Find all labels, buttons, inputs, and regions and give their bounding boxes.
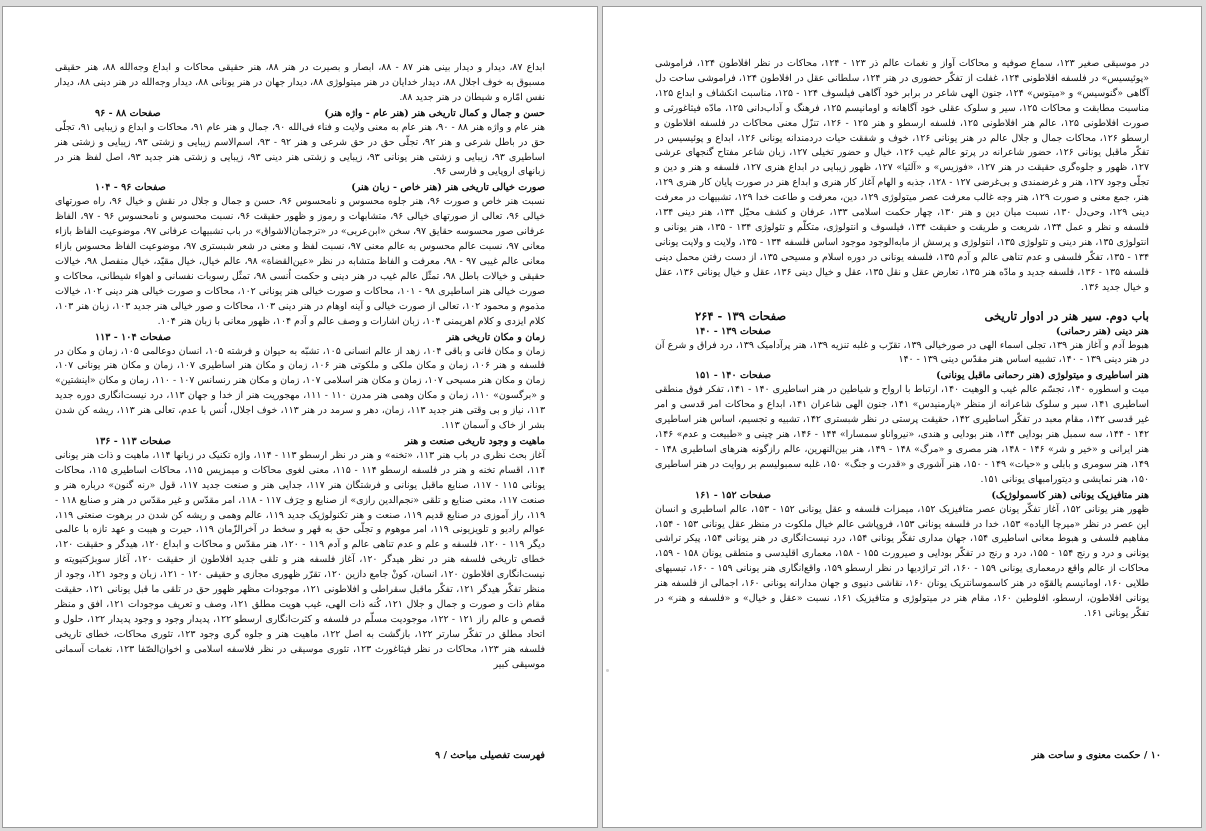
section-heading [55,435,545,449]
left-intro-paragraph: ابداع ۸۷، دیدار و دیدار بینی هنر ۸۷ - ۸۸، ابصار و بصیرت در هنر ۸۸، هنر حقیقی محاکات و ابداع وجه‌الله ۸۸، هنر حقیقی مسبوق به خوف اجلال ۸۸، دیدار خدایان در هنر میتولوژی ۸۸، دیدار جهان در هنر یونانی ۸۸، دیدار وجه‌الله در هنر دینی ۸۸، دیدار نفس امّاره و شیطان در هنر جدید ۸۸. [55,62,545,103]
section-title: صورت خیالی تاریخی هنر (هنر خاص - زبان هنر) [351,182,545,194]
section-pages: صفحات ۱۳۹ - ۱۴۰ [695,325,772,337]
section-body: نسبت هنر خاص و صورت ۹۶، هنر جلوه محسوس و نامحسوس ۹۶، حسن و جمال و جلال در نقش و خیال ۹۶، راه صورتهای خیالی ۹۶، تعالی از صورتهای خیالی ۹۶، متشابهات و رموز و ظهور حقیقت ۹۶، نسبت محسوس و نامحسوس ۹۶ - ۹۷، الفاظ عرفانی صور محسوسه حقایق ۹۷، سخن «ابن‌عربی» در «ترجمان‌الاشواق» در باب تشبیهات عرفانی ۹۷، موضوعیت الفاظ بازاء معانی ۹۷، نسبت عالم محسوس به عالم معنی ۹۷، نسبت لفظ و معنی در شعر شبستری ۹۷، موضوعیت الفاظ محسوس بازاء معانی عالم غیبی ۹۷ - ۹۸، معرفت و الفاظ متشابه در نظر «عین‌القضاة» ۹۸، عالم خیال، خیال مقیّد، خیال منفصل ۹۸، خیالات حقیقی و خیالات باطل ۹۸، تمثّل عالم غیب در هنر دینی و حکمت اُنسی ۹۸، تمثّل رسوبات نفسانی و اهواء شیطانی، محاکات و صورت خیالی هنر اساطیری ۹۸ - ۱۰۱، محاکات و صورت خیالی هنر یونانی ۱۰۲، محاکات و صورت خیالی هنر دینی ۱۰۲، خیالات مذموم و محمود ۱۰۲، تعالی از صورت خیالی و آینه اوهام در هنر دینی ۱۰۳، محاکات و صور خیالی هنر جدید ۱۰۳، زبان هنر ۱۰۳، کلام ایزدی و کلام اهریمنی ۱۰۴، زبان اشارات و وصف عالم و آدم ۱۰۴، ظهور معانی با زبان هنر ۱۰۴. [55,196,546,327]
section-title: زمان و مکان تاریخی هنر [446,331,545,343]
section-pages: صفحات ۱۵۲ - ۱۶۱ [695,489,772,501]
section-pages: صفحات ۸۸ - ۹۶ [95,107,161,119]
section-body: میت و اسطوره ۱۴۰، تجسّم عالم غیب و الوهیت ۱۴۰، ارتباط با ارواح و شیاطین در هنر اساطیری ۱۴۰ - ۱۴۱، تفکر فوق منطقی اساطیری ۱۴۱، سیر و سلوک شاعرانه از منظر «پارمنیدس» ۱۴۱، جنون الهی شاعران ۱۴۱، ابداع و محاکات امر قدسی و امر غیر قدسی ۱۴۲، مقام معبد در تفکّر اساطیری ۱۴۲، حقیقت پرستی در نظر شبستری ۱۴۲، تشبیه و تجسیم، اساس هنر اساطیری ۱۴۲ - ۱۴۴، سه سمبل هنر بودایی ۱۴۴، هنر بودایی و هندی، «نیرواناو سمسارا» ۱۴۴ - ۱۴۶، هنر چینی و «طبیعت و عدم» ۱۴۶، هنر ایرانی و «خیر و شر» ۱۴۶ - ۱۴۸، هنر مصری و «مرگ» ۱۴۸ - ۱۴۹، هنر بین‌النهرین، عالم رازگونه هنرهای اساطیری ۱۴۸ - ۱۴۹، هنر سومری و بابلی و «حیات» ۱۴۹ - ۱۵۰، هنر آشوری و «قدرت و جنگ» ۱۵۰، غلبه سمبولیسم بر روایت در هنر اساطیری ۱۵۰، هنر نمایشی و دیتورامبهای یونانی ۱۵۱. [655,384,1150,485]
section-heading [655,369,1149,383]
section-body: زمان و مکان فانی و باقی ۱۰۴، زهد از عالم انسانی ۱۰۵، تشبّه به حیوان و فرشته ۱۰۵، انسان دوعالمی ۱۰۵، زمان و مکان در فلسفه و هنر ۱۰۶، زمان و مکان ملکی و ملکوتی هنر ۱۰۶، زمان و مکان هنر اساطیری ۱۰۷، زمان و مکان هنر یونانی ۱۰۷، زمان و مکان هنر مسیحی ۱۰۷، زمان و مکان هنر اسلامی ۱۰۷، زمان و مکان هنر رنسانس ۱۰۷ - ۱۱۰، زمان و مکان «اینشتین» و «برگسون» ۱۱۰، زمان و مکان وهمی هنر مدرن ۱۱۰ - ۱۱۱، مهجوریت هنر از خدا و جهان ۱۱۳، درد نیست‌انگاری دوره جدید ۱۱۳، نیاز و بی وقتی هنر جدید ۱۱۳، زمان، دهر و سرمد در هنر ۱۱۳، خوف اجلال، اُنس با عدم، تعالی هنر ۱۱۳، ریشه کن شدن بشر از خاک و آسمان ۱۱۳. [55,345,546,432]
chapter-heading [655,308,1149,324]
section-title: هنر دینی (هنر رحمانی) [1055,325,1149,337]
section-pages: صفحات ۱۴۰ - ۱۵۱ [695,370,772,382]
chapter-title: باب دوم. سیر هنر در ادوار تاریخی [984,308,1149,323]
right-page [602,6,1202,828]
section-pages: صفحات ۱۰۴ - ۱۱۳ [95,331,172,343]
section-body: هبوط آدم و آغاز هنر ۱۳۹، تجلی اسماء الهی در صورخیالی ۱۳۹، تقرّب و غلبه تنزیه ۱۳۹، هنر پرآدامیک ۱۳۹، درد فراق و شرع آن در هنر دینی ۱۳۹ - ۱۴۰، تشبیه اساس هنر مقدّس دینی ۱۳۹ - ۱۴۰ [655,339,1149,366]
section-heading [55,331,545,345]
section-heading [55,107,545,121]
section-heading [655,489,1149,503]
section-body: آغاز بحث نظری در باب هنر ۱۱۳، «تخنه» و هنر در نظر ارسطو ۱۱۳ - ۱۱۴، واژه تکنیک در زبانها ۱۱۴، ماهیت و ذات هنر یونانی ۱۱۴، اقسام تخنه و هنر در فلسفه ارسطو ۱۱۴ - ۱۱۵، معنی لغوی محاکات و میمزیس ۱۱۵، محاکات اساطیری ۱۱۵، محاکات یونانی ۱۱۵ - ۱۱۷، صنایع ماقبل یونانی و فرشتگان هنر ۱۱۷، جدایی هنر و صنعت جدید ۱۱۷، قول «رنه گنون» درباره هنر و صنعت ۱۱۷، معنی صنایع و تلقی «نجم‌الدین رازی» از صنایع و حِرَف ۱۱۷ - ۱۱۸، امر مقدّس و غیر مقدّس در هنر و صنایع ۱۱۸ - ۱۱۹، راز آموزی در صنایع قدیم ۱۱۹، صنعت و هنر تکنولوژیک جدید ۱۱۹، عالم وهمی و ریشه کن شدن در برهوت صنعتی ۱۱۹، عوالم رادیو و تلویزیونی ۱۱۹، امر موهوم و تجلّی حق به قهر و سخط در آخرالزّمان ۱۱۹، حیرت و هیبت و عهد تازه با عالمی دیگر ۱۱۹ - ۱۲۰، فلسفه و علم و عدم تناهی عالم و آدم ۱۱۹ - ۱۲۰، هنر مقدّس و محاکات و ابداع ۱۲۰، هیدگر و حقیقت ۱۲۰، خطای تاریخی فلسفه هنر در نظر هیدگر ۱۲۰، آغاز فلسفه هنر و تلقی جدید افلاطون از حقیقت ۱۲۰، آغاز سوبژکتیویته و نیست‌انگاری افلاطون ۱۲۰، انسان، کونْ جامع دازین ۱۲۰، تقرّر ظهوری مجازی و حقیقی ۱۲۰ - ۱۲۱، زبان و وجود ۱۲۱، وجود از منظر تفکّر هیدگر ۱۲۱، تفکّر ماقبل سقراطی و افلاطونی ۱۲۱، موجودات مظهر ظهور حق در تلقی ما قبل یونانی ۱۲۱، حقیقت مقام ذات و صورت و جمال و جلال ۱۲۱، کُنه ذات الهی، غیب هویت مطلق ۱۲۱، وصف و تعریف موجودات ۱۲۱، افق و منظر قصص و عالم راز ۱۲۱ - ۱۲۲، موجودیت مسلّم در فلسفه و کثرت‌انگاری ارسطو ۱۲۲، پدیدار وجود و وجود پدیدار ۱۲۲، حلول و اتحاد مطلق در تفکّر سارتر ۱۲۲، بازگشت به اصل ۱۲۲، ماهیت هنر و جلوه گری وجود ۱۲۳، تئوری محاکات، خطای تاریخی فلسفه هنر ۱۲۳، محاکات در نظر فیثاغورث ۱۲۳، تئوری موسیقی در نظر فلاسفه اسلامی و اخوان‌الصّفا ۱۲۳، نغمات آسمانی موسیقی کبیر [55,449,546,670]
section-body: هنر عام و واژه هنر ۸۸ - ۹۰، هنر عام به معنی ولایت و فناء فی‌الله ۹۰، جمال و هنر عام ۹۱، محاکات و ابداع و زیبایی ۹۱، تجلّی حق در باطل شرعی و هنر ۹۲، تجلّی حق در حق شرعی و هنر ۹۲ - ۹۳، اسم‌الاسم زیبایی و زشتی ۹۳، زیبایی و زشتی هنر اساطیری ۹۳، زیبایی و زشتی هنر یونانی ۹۳، زیبایی و زشتی هنر دینی ۹۳، زیبایی و زشتی هنر جدید ۹۳، اصل لفظ هنر در زبانهای اروپایی و فارسی ۹۶. [55,121,545,178]
section-title: هنر متافیزیک یونانی (هنر کاسمولوژیک) [991,489,1149,501]
left-page [2,6,598,828]
page-edge-mark [606,669,609,672]
page-footer: فهرست تفصیلی مباحث / ۹ [435,750,545,761]
chapter-pages: صفحات ۱۳۹ - ۲۶۴ [695,308,787,323]
right-page-content [655,57,1149,622]
section-heading [655,325,1149,339]
section-pages: صفحات ۹۶ - ۱۰۴ [95,182,166,194]
section-heading [55,181,545,195]
section-title: حسن و جمال و کمال تاریخی هنر (هنر عام - واژه هنر) [324,107,545,119]
section-title: ماهیت و وجود تاریخی صنعت و هنر [405,435,545,447]
page-footer: ۱۰ / حکمت معنوی و ساحت هنر [1031,750,1161,761]
section-title: هنر اساطیری و میتولوژی (هنر رحمانی ماقبل یونانی) [936,370,1149,382]
left-page-content [55,61,545,673]
section-body: ظهور هنر یونانی ۱۵۲، آغاز تفکّر یونان عصر متافیزیک ۱۵۲، میمزات فلسفه و عقل یونانی ۱۵۲ - ۱۵۳، عالم اساطیری و انسان این عصر در نظر «میرچا الیاده» ۱۵۳، خدا در فلسفه یونانی ۱۵۳، فروپاشی عالم خیال ملکوت در منظر عقل یونانی ۱۵۳ - ۱۵۴، مفاهیم فلسفی و هبوط معانی اساطیری ۱۵۴، جهان مداری تفکّر یونانی ۱۵۴، درد نیست‌انگاری در هنر یونانی ۱۵۴، پیکر تراشی یونانی و درد و رنج ۱۵۴ - ۱۵۵، درد و رنج در تفکّر بودایی و صیرورت ۱۵۵ - ۱۵۸، معماری اقلیدسی و منطقی یونان ۱۵۸ - ۱۵۹، محاکات از عالم واقع درمعماری یونانی ۱۵۹ - ۱۶۰، اثر تراژدیها در نظر ارسطو ۱۵۹، واقع‌انگاری هنر یونانی ۱۵۹ - ۱۶۰، تبسیهای طلایی ۱۶۰، اومانیسم یالقوّه در هنر کاسموسانتریک یونان ۱۶۰، نقاشی دنیوی و جهان مدارانه یونانی ۱۶۰، اجمالی از فلسفه هنر یونانی افلاطون، ارسطو، افلوطین ۱۶۰، مقام هنر در میتولوژی و متافیزیک ۱۶۱، نسبت «عقل و خیال» و «فلسفه و هنر» در تفکّر یونانی ۱۶۱. [655,503,1149,619]
section-pages: صفحات ۱۱۳ - ۱۳۶ [95,435,172,447]
right-intro-paragraph: در موسیقی صغیر ۱۲۳، سماع صوفیه و محاکات آواز و نغمات عالم ذر ۱۲۳ - ۱۲۴، محاکات در نظر افلاطون ۱۲۴، فراموشی «پوئیسیس» در فلسفه افلاطونی ۱۲۴، غفلت از تفکّر حضوری در هنر ۱۲۴، سلطانی عقل در افلاطون ۱۲۴، فراموشی ساحت دل آگاهی «گنوسیس» و «میتوس» ۱۲۴، جنون الهی شاعر در برابر خود آگاهی فیلسوف ۱۲۴ - ۱۲۵، مناسبت انکشاف و ابداع ۱۲۵، مناسبت مطابقت و محاکات ۱۲۵، سیر و سلوک عقلی خود آگاهانه و اومانیسم ۱۲۵، فرهنگ و آداب‌دانی ۱۲۵، مادّه فیثاغورثی و صورت افلاطونی ۱۲۵، عالم هنر افلاطونی ۱۲۵، فلسفه ارسطو و هنر ۱۲۵ - ۱۲۶، تنزّل معنی محاکات در فلسفه افلاطون و ارسطو ۱۲۶، محاکات جمال و جلال عالم در هنر یونانی ۱۲۶، خوف و شفقت حیات دردمندانه یونانی ۱۲۶، ابداع و پوئیسیس در تفکّر ماقبل یونانی ۱۲۶، حضور شاعرانه در پرتو عالم غیب ۱۲۶، خیال و حضور تخیلی ۱۲۷، زبان شاعر مفتاح گنجهای عرشی ۱۲۷، ظهور و جلوه‌گری حقیقت در هنر ۱۲۷، «فوزیس» و «آلثیا» ۱۲۷، ظهور زیبایی در ابداع هنری ۱۲۷، فلسفه و هنر و دین و تجلّی وجود ۱۲۷، هنر و غرضمندی و بی‌غرضی ۱۲۷ - ۱۲۸، جذبه و الهام آغاز کار هنری و ابداع هنر در صورت پایان کار هنری ۱۲۹، هنر، جمع معنی و صورت ۱۲۹، هنر وجه غالب معرفت عصر میتولوژی ۱۲۹، دین، معرفت و طاعت خدا ۱۲۹، تشبیهات در معرفت دینی ۱۲۹، وحی‌دل ۱۳۰، نسبت میان دین و هنر ۱۳۰، چهار حکمت اسلامی ۱۳۳، عرفان و کشف محیّل ۱۳۴، هنر دینی ۱۳۴، فلسفه و نظر و عمل ۱۳۴، شریعت و طریقت و حقیقت ۱۳۴، فیلسوف و انتولوژی، متکلّم و تئولوژی ۱۳۴ - ۱۳۵، هنر یونانی و انتولوژی ۱۳۵، هنر دینی و تئولوژی ۱۳۵، انتولوژی و پرسش از مابه‌الوجود موجود اساس فلسفه ۱۳۴ - ۱۳۵، ولایت و ولایت یونانی ۱۳۴ - ۱۳۵، تفکّر فلسفی و عدم تناهی عالم و آدم ۱۳۵، فلسفه یونانی در دوره اسلام و مسیحی ۱۳۵، از دست رفتن محمل دینی فلسفه ۱۳۵ - ۱۳۶، فلسفه جدید و مادّه هنر ۱۳۵، تعارض عقل و نقل ۱۳۵، عقل و خیال دینی ۱۳۶، عقل و خیال یونانی ۱۳۶، عقل و خیال جدید ۱۳۶. [655,58,1150,293]
